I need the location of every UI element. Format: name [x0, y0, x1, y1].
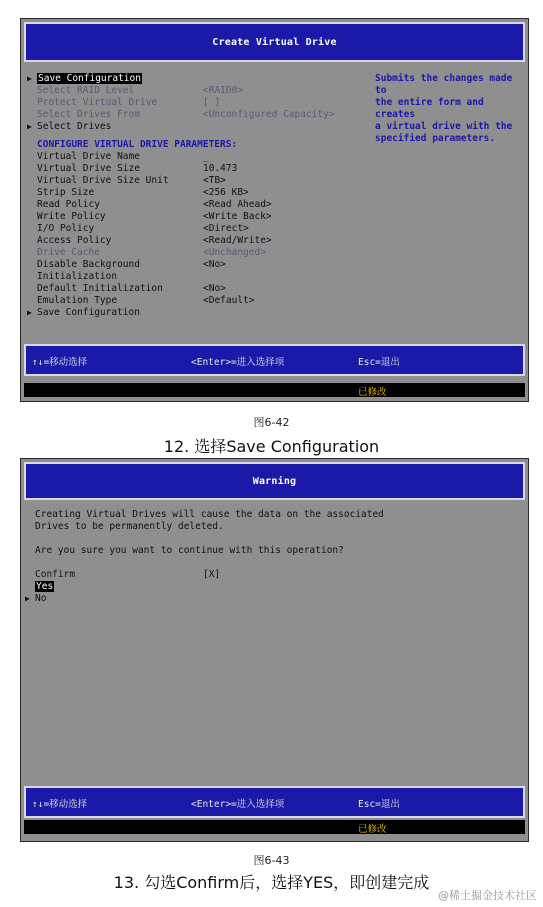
- setting-label: Select RAID Level: [37, 85, 135, 96]
- setting-label: Drive Cache: [37, 247, 100, 258]
- enter-hint: <Enter>=进入选择项: [191, 799, 285, 810]
- setting-row[interactable]: [27, 211, 522, 223]
- nav-hint: ↑↓=移动选择: [32, 799, 88, 810]
- setting-row[interactable]: [27, 223, 522, 235]
- step-12-text: 12. 选择Save Configuration: [163, 437, 380, 456]
- setting-value: <Direct>: [203, 223, 249, 234]
- setting-row[interactable]: [27, 187, 522, 199]
- status-bar: [24, 383, 525, 397]
- create-virtual-drive-screen: [20, 18, 529, 402]
- setting-label: Strip Size: [37, 187, 95, 198]
- watermark: @稀土掘金技术社区: [438, 889, 537, 902]
- setting-label: CONFIGURE VIRTUAL DRIVE PARAMETERS:: [37, 139, 238, 150]
- key-hints-bar: [24, 344, 525, 376]
- setting-row[interactable]: [27, 175, 522, 187]
- step-13-text: 13. 勾选Confirm后，选择YES，即创建完成: [113, 873, 430, 892]
- setting-label: Emulation Type: [37, 295, 118, 306]
- setting-value: <256 KB>: [203, 187, 249, 198]
- status-modified: 已修改: [358, 824, 387, 835]
- yes-option[interactable]: [35, 581, 54, 593]
- key-hints-bar: [24, 786, 525, 818]
- setting-value: <No>: [203, 283, 226, 294]
- setting-value: <RAID0>: [203, 85, 244, 96]
- help-line: a virtual drive with the: [375, 121, 513, 132]
- setting-row[interactable]: [27, 259, 522, 271]
- setting-label: Protect Virtual Drive: [37, 97, 158, 108]
- setting-label: Select Drives From: [37, 109, 140, 120]
- arrow-icon: ▶: [27, 122, 32, 131]
- help-line: the entire form and creates: [375, 97, 484, 120]
- setting-value: <No>: [203, 259, 226, 270]
- setting-row[interactable]: [27, 247, 522, 259]
- warning-screen: [20, 458, 529, 842]
- setting-row[interactable]: [27, 271, 522, 283]
- setting-label: Select Drives: [37, 121, 112, 132]
- setting-row[interactable]: [27, 151, 522, 163]
- setting-label: Virtual Drive Size Unit: [37, 175, 169, 186]
- setting-label: Access Policy: [37, 235, 112, 246]
- setting-value: <Read/Write>: [203, 235, 272, 246]
- arrow-icon: ▶: [27, 74, 32, 83]
- setting-value: <Write Back>: [203, 211, 272, 222]
- yes-option-label: Yes: [36, 581, 54, 592]
- setting-row[interactable]: [27, 283, 522, 295]
- figure-caption-6-42: 图6-42: [253, 416, 290, 429]
- setting-value: <Read Ahead>: [203, 199, 272, 210]
- confirm-label: Confirm: [35, 569, 76, 580]
- figure-caption-6-43: 图6-43: [253, 854, 290, 867]
- setting-label: Write Policy: [37, 211, 106, 222]
- esc-hint: Esc=退出: [358, 799, 400, 810]
- help-text: [375, 73, 521, 145]
- setting-label: Save Configuration: [38, 73, 141, 84]
- setting-value: <TB>: [203, 175, 226, 186]
- nav-hint: ↑↓=移动选择: [32, 357, 88, 368]
- setting-label: Initialization: [37, 271, 118, 282]
- setting-row[interactable]: [27, 295, 522, 307]
- setting-row[interactable]: [27, 163, 522, 175]
- enter-hint: <Enter>=进入选择项: [191, 357, 285, 368]
- setting-label: Read Policy: [37, 199, 100, 210]
- setting-row[interactable]: [27, 199, 522, 211]
- confirm-checkbox[interactable]: [X]: [203, 569, 221, 580]
- setting-value: <Unconfigured Capacity>: [203, 109, 335, 120]
- setting-value: _: [203, 151, 209, 162]
- setting-label: I/O Policy: [37, 223, 95, 234]
- setting-label: Default Initialization: [37, 283, 163, 294]
- no-option[interactable]: No: [35, 593, 47, 604]
- screen-title: Warning: [24, 462, 525, 500]
- arrow-icon: ▶: [27, 308, 32, 317]
- screen-title: Create Virtual Drive: [24, 22, 525, 62]
- warning-message-line-2: Drives to be permanently deleted.: [35, 521, 224, 532]
- setting-label: Virtual Drive Name: [37, 151, 140, 162]
- setting-value: <Default>: [203, 295, 255, 306]
- setting-value: 10.473: [203, 163, 238, 174]
- status-modified: 已修改: [358, 387, 387, 398]
- esc-hint: Esc=退出: [358, 357, 400, 368]
- status-bar: [24, 820, 525, 834]
- setting-row[interactable]: [27, 235, 522, 247]
- setting-label: Disable Background: [37, 259, 140, 270]
- setting-value: <Unchanged>: [203, 247, 266, 258]
- setting-label: Save Configuration: [37, 307, 140, 318]
- setting-label: Virtual Drive Size: [37, 163, 140, 174]
- warning-message-line-1: Creating Virtual Drives will cause the data on the associated: [35, 509, 384, 520]
- setting-row[interactable]: [27, 307, 522, 319]
- setting-value: [ ]: [203, 97, 221, 108]
- confirmation-question: Are you sure you want to continue with this operation?: [35, 545, 344, 556]
- arrow-icon: ▶: [25, 594, 30, 603]
- help-line: Submits the changes made to: [375, 73, 513, 96]
- help-line: specified parameters.: [375, 133, 496, 144]
